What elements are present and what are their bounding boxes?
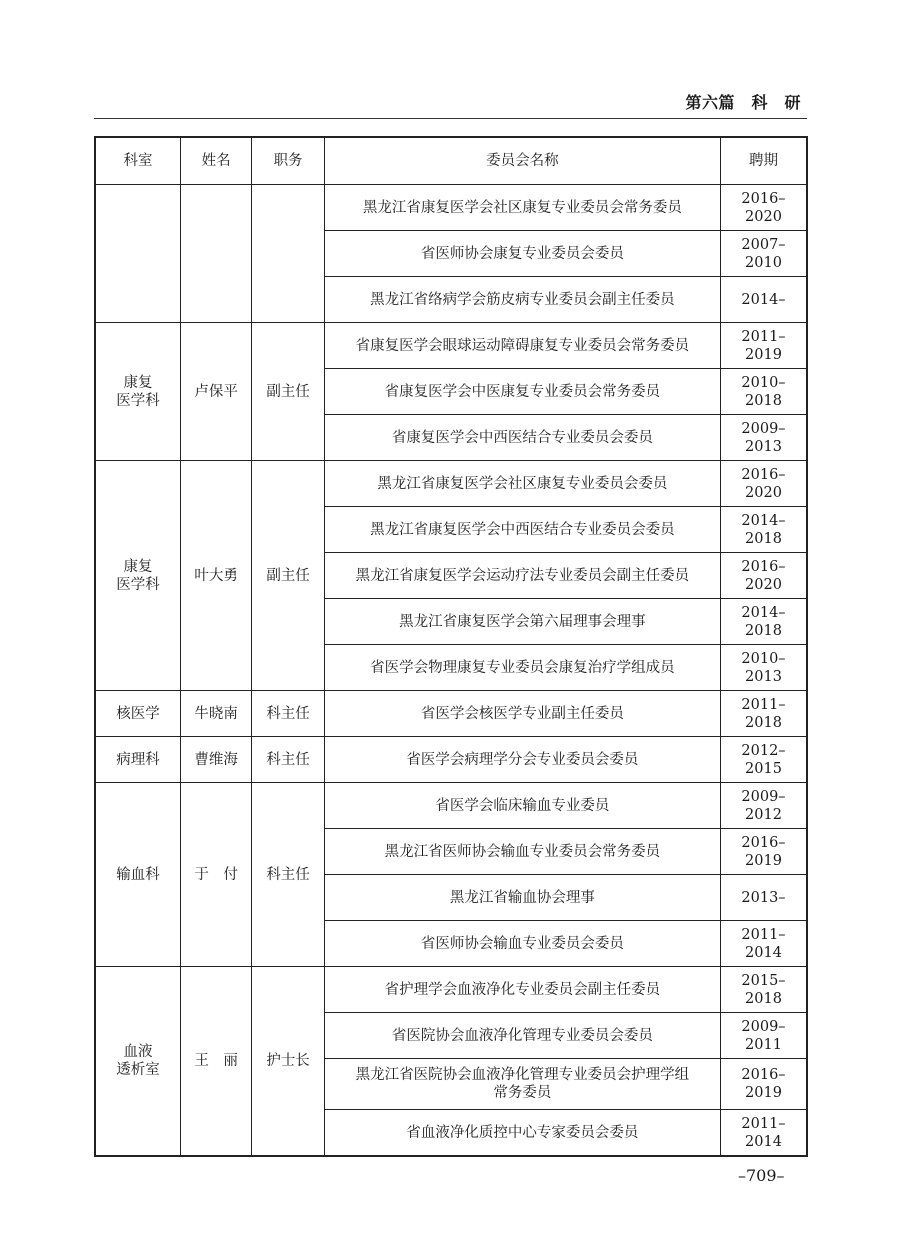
table-header-row	[95, 137, 807, 185]
dept-cell: 康复 医学科	[95, 323, 180, 461]
committee-cell: 省医学会临床输血专业委员	[324, 783, 720, 829]
position-cell: 科主任	[252, 783, 324, 967]
table-row	[95, 967, 807, 1013]
position-cell: 护士长	[252, 967, 324, 1157]
name-cell: 曹维海	[180, 737, 251, 783]
committee-cell: 黑龙江省康复医学会中西医结合专业委员会委员	[324, 507, 720, 553]
term-cell: 2014–2018	[720, 507, 807, 553]
term-cell: 2010–2013	[720, 645, 807, 691]
term-cell: 2016–2019	[720, 1059, 807, 1110]
term-cell: 2016–2020	[720, 185, 807, 231]
term-cell: 2014–	[720, 277, 807, 323]
table-row	[95, 185, 807, 231]
dept-cell: 康复 医学科	[95, 461, 180, 691]
committee-cell: 省血液净化质控中心专家委员会委员	[324, 1110, 720, 1157]
position-cell	[252, 185, 324, 323]
dept-cell: 血液 透析室	[95, 967, 180, 1157]
name-cell	[180, 185, 251, 323]
committee-cell: 省护理学会血液净化专业委员会副主任委员	[324, 967, 720, 1013]
committee-cell: 黑龙江省康复医学会第六届理事会理事	[324, 599, 720, 645]
name-cell: 牛晓南	[180, 691, 251, 737]
table-row	[95, 691, 807, 737]
committee-cell: 黑龙江省医师协会输血专业委员会常务委员	[324, 829, 720, 875]
committee-cell: 省康复医学会眼球运动障碍康复专业委员会常务委员	[324, 323, 720, 369]
name-cell: 王 丽	[180, 967, 251, 1157]
term-cell: 2014–2018	[720, 599, 807, 645]
committee-cell: 黑龙江省康复医学会社区康复专业委员会委员	[324, 461, 720, 507]
term-cell: 2011–2019	[720, 323, 807, 369]
committee-cell: 黑龙江省康复医学会社区康复专业委员会常务委员	[324, 185, 720, 231]
column-header-position: 职务	[252, 137, 324, 185]
position-cell: 科主任	[252, 691, 324, 737]
column-header-committee: 委员会名称	[324, 137, 720, 185]
term-cell: 2011–2014	[720, 1110, 807, 1157]
term-cell: 2013–	[720, 875, 807, 921]
term-cell: 2016–2020	[720, 461, 807, 507]
position-cell: 副主任	[252, 461, 324, 691]
term-cell: 2007–2010	[720, 231, 807, 277]
dept-cell: 核医学	[95, 691, 180, 737]
dept-cell: 输血科	[95, 783, 180, 967]
name-cell: 卢保平	[180, 323, 251, 461]
dept-cell: 病理科	[95, 737, 180, 783]
committee-cell: 省医师协会输血专业委员会委员	[324, 921, 720, 967]
committee-cell: 省医师协会康复专业委员会委员	[324, 231, 720, 277]
page-number: –709–	[738, 1166, 785, 1185]
term-cell: 2015–2018	[720, 967, 807, 1013]
position-cell: 科主任	[252, 737, 324, 783]
term-cell: 2012–2015	[720, 737, 807, 783]
table-row	[95, 461, 807, 507]
committee-cell: 黑龙江省络病学会筋皮病专业委员会副主任委员	[324, 277, 720, 323]
committee-cell: 黑龙江省输血协会理事	[324, 875, 720, 921]
position-cell: 副主任	[252, 323, 324, 461]
committee-table	[94, 136, 808, 1157]
table-row	[95, 323, 807, 369]
column-header-dept: 科室	[95, 137, 180, 185]
committee-cell: 省康复医学会中医康复专业委员会常务委员	[324, 369, 720, 415]
table-row	[95, 737, 807, 783]
name-cell: 叶大勇	[180, 461, 251, 691]
term-cell: 2016–2020	[720, 553, 807, 599]
term-cell: 2009–2011	[720, 1013, 807, 1059]
committee-cell: 黑龙江省医院协会血液净化管理专业委员会护理学组 常务委员	[324, 1059, 720, 1110]
column-header-term: 聘期	[720, 137, 807, 185]
table-body	[95, 185, 807, 1157]
section-title: 第六篇 科 研	[685, 93, 801, 112]
name-cell: 于 付	[180, 783, 251, 967]
committee-cell: 省医学会物理康复专业委员会康复治疗学组成员	[324, 645, 720, 691]
committee-cell: 省康复医学会中西医结合专业委员会委员	[324, 415, 720, 461]
term-cell: 2010–2018	[720, 369, 807, 415]
term-cell: 2016–2019	[720, 829, 807, 875]
term-cell: 2009–2013	[720, 415, 807, 461]
table-row	[95, 783, 807, 829]
term-cell: 2011–2018	[720, 691, 807, 737]
page-header	[94, 88, 807, 119]
column-header-name: 姓名	[180, 137, 251, 185]
term-cell: 2011–2014	[720, 921, 807, 967]
committee-cell: 省医学会核医学专业副主任委员	[324, 691, 720, 737]
dept-cell	[95, 185, 180, 323]
committee-cell: 省医院协会血液净化管理专业委员会委员	[324, 1013, 720, 1059]
term-cell: 2009–2012	[720, 783, 807, 829]
committee-cell: 黑龙江省康复医学会运动疗法专业委员会副主任委员	[324, 553, 720, 599]
committee-cell: 省医学会病理学分会专业委员会委员	[324, 737, 720, 783]
